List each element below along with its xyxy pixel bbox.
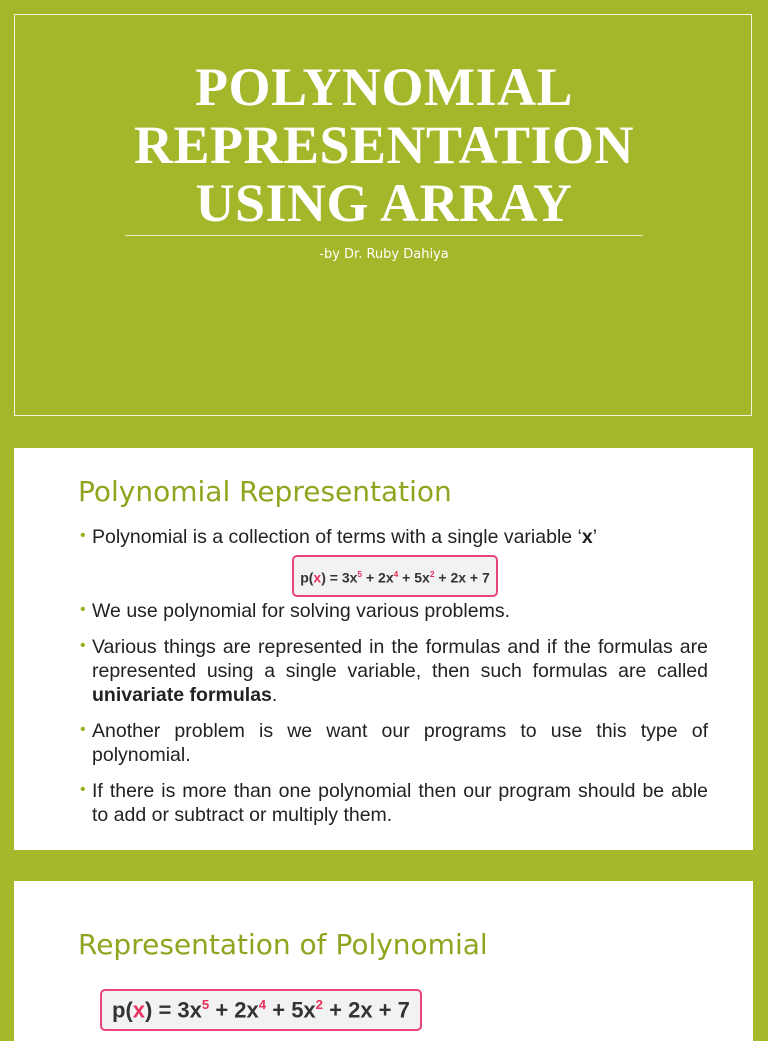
formula-part: + 2x xyxy=(209,997,259,1023)
bullet-list xyxy=(82,525,708,839)
formula-exponent: 2 xyxy=(315,997,324,1012)
bullet-bold-term: univariate formulas xyxy=(92,684,272,706)
slide-heading: Polynomial Representation xyxy=(78,475,452,508)
slide-title-line-2: REPRESENTATION xyxy=(133,115,635,175)
formula-part: + 2x + 7 xyxy=(434,569,490,586)
formula-variable: x xyxy=(313,569,322,586)
formula-exponent: 4 xyxy=(393,569,399,579)
formula-exponent: 5 xyxy=(357,569,363,579)
formula-part: ) = 3x xyxy=(145,997,202,1023)
formula-part: + 2x xyxy=(362,569,394,586)
slide-title-line-3: USING ARRAY xyxy=(195,173,573,233)
bullet-item xyxy=(82,525,708,549)
polynomial-formula xyxy=(292,555,498,597)
formula-exponent: 4 xyxy=(258,997,267,1012)
bullet-text-end: ’ xyxy=(592,526,598,548)
bullet-item xyxy=(82,635,708,707)
polynomial-formula xyxy=(100,989,422,1031)
bullet-text-end: . xyxy=(271,684,278,706)
bullet-text: Polynomial is a collection of terms with a single variable ‘ xyxy=(92,526,582,548)
title-divider xyxy=(125,235,643,236)
formula-part: + 2x + 7 xyxy=(323,997,410,1023)
formula-part: + 5x xyxy=(266,997,316,1023)
bullet-text: Various things are represented in the formulas and if the formulas are represented using a single variable, then such formulas are called xyxy=(92,636,708,682)
author-line: -by Dr. Ruby Dahiya xyxy=(319,247,449,262)
formula-variable: x xyxy=(132,997,146,1023)
formula-part: p( xyxy=(300,569,314,586)
title-slide xyxy=(0,0,768,432)
formula-part: ) = 3x xyxy=(321,569,358,586)
bullet-variable: x xyxy=(581,526,593,548)
bullet-item: • Another problem is we want our programs to use this type of polynomial. xyxy=(82,719,708,767)
bullet-item: • We use polynomial for solving various problems. xyxy=(82,599,708,623)
polynomial-representation-slide xyxy=(14,448,753,850)
slide-title xyxy=(0,58,768,232)
formula-exponent: 5 xyxy=(201,997,210,1012)
representation-of-polynomial-slide xyxy=(14,881,753,1041)
slide-heading: Representation of Polynomial xyxy=(78,928,488,961)
formula-part: + 5x xyxy=(398,569,430,586)
slide-title-line-1: POLYNOMIAL xyxy=(194,57,574,117)
formula-part: p( xyxy=(112,997,133,1023)
bullet-item: • If there is more than one polynomial then our program should be able to add or subtract or multiply them. xyxy=(82,779,708,827)
formula-row xyxy=(82,555,708,589)
formula-exponent: 2 xyxy=(429,569,435,579)
